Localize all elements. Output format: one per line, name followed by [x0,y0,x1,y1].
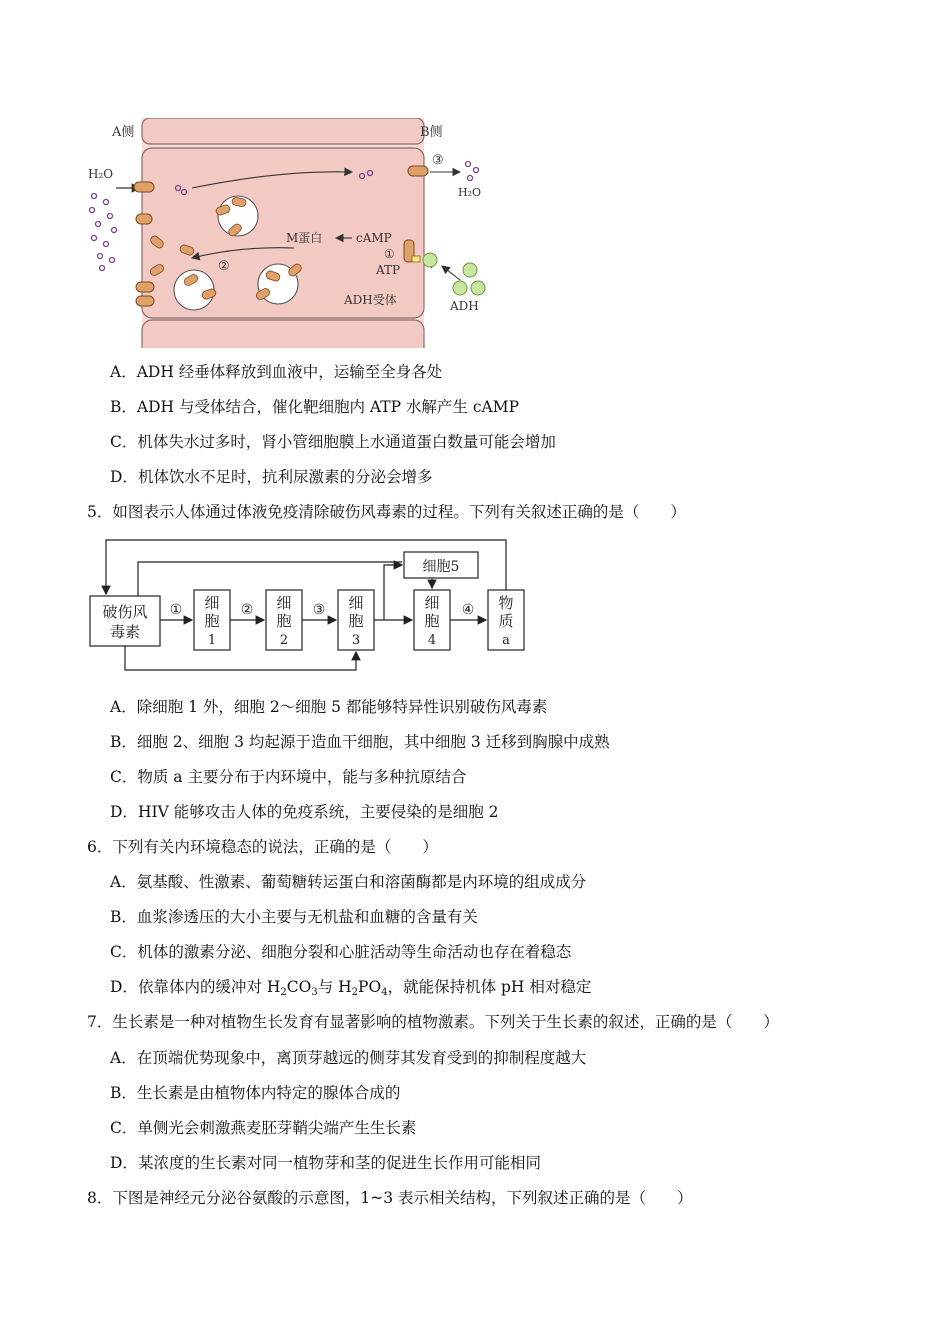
cell3-char2: 胞 [348,612,364,630]
step2: ② [240,602,254,618]
cell4-num: 4 [427,633,437,648]
h2o-right-label: H₂O [458,186,482,199]
adh-water-channel-diagram [80,118,500,348]
cell4-char2: 胞 [424,612,440,630]
cell2-char2: 胞 [276,612,292,630]
q5-option-c: C．物质 a 主要分布于内环境中，能与多种抗原结合 [110,768,467,786]
q5-option-a: A．除细胞 1 外，细胞 2～细胞 5 都能够特异性识别破伤风毒素 [110,698,548,716]
side-b-label: B侧 [420,125,443,140]
cell1-char1: 细 [204,594,220,612]
toxin-label-line2: 毒素 [109,623,141,641]
adh-label: ADH [450,299,479,313]
step1-label: ① [384,247,395,261]
q4-option-d: D．机体饮水不足时，抗利尿激素的分泌会增多 [110,468,433,486]
q4-option-a: A．ADH 经垂体释放到血液中，运输至全身各处 [110,363,443,381]
q7-option-d: D．某浓度的生长素对同一植物芽和茎的促进生长作用可能相同 [110,1154,541,1172]
q5-option-b: B．细胞 2、细胞 3 均起源于造血干细胞，其中细胞 3 迁移到胸腺中成熟 [110,733,610,751]
camp-label: cAMP [356,231,392,245]
adh-receptor-label: ADH受体 [344,293,397,307]
q6-stem: 6．下列有关内环境稳态的说法，正确的是（ ） [87,838,438,856]
m-protein-label: M蛋白 [286,231,323,245]
q4-option-c: C．机体失水过多时，肾小管细胞膜上水通道蛋白数量可能会增加 [110,433,556,451]
cell2-num: 2 [279,633,289,648]
step2-label: ② [218,259,230,274]
step3: ③ [312,602,326,618]
step3-label: ③ [432,153,444,168]
substance-char2: 质 [498,612,514,630]
substance-letter: a [502,633,510,648]
cell5-label: 细胞5 [422,559,460,575]
cell4-char1: 细 [424,594,440,612]
q5-option-d: D．HIV 能够攻击人体的免疫系统，主要侵染的是细胞 2 [110,803,499,821]
q5-stem: 5．如图表示人体通过体液免疫清除破伤风毒素的过程。下列有关叙述正确的是（ ） [87,503,686,521]
atp-label: ATP [376,263,401,277]
cell3-char1: 细 [348,594,364,612]
q6-option-b: B．血浆渗透压的大小主要与无机盐和血糖的含量有关 [110,908,478,926]
q8-stem: 8．下图是神经元分泌谷氨酸的示意图，1~3 表示相关结构，下列叙述正确的是（ ） [87,1189,693,1207]
step1: ① [169,602,183,618]
q6-option-c: C．机体的激素分泌、细胞分裂和心脏活动等生命活动也存在着稳态 [110,943,572,961]
cell1-char2: 胞 [204,612,220,630]
cell1-num: 1 [207,633,217,648]
q7-option-b: B．生长素是由植物体内特定的腺体合成的 [110,1084,401,1102]
q7-option-c: C．单侧光会刺激燕麦胚芽鞘尖端产生生长素 [110,1119,417,1137]
q6-option-a: A．氨基酸、性激素、葡萄糖转运蛋白和溶菌酶都是内环境的组成成分 [110,873,587,891]
lower-cell [142,320,424,348]
receptor-tip [412,256,420,262]
adh-molecules [423,253,485,295]
cell3-num: 3 [351,633,361,648]
upper-cell [142,118,424,144]
q6-option-d: D．依靠体内的缓冲对 $H_2CO_3$与 $H_2PO_4$，就能保持机体 pH 相对稳定 [110,978,592,998]
cell2-char1: 细 [276,594,292,612]
q4-option-b: B．ADH 与受体结合，催化靶细胞内 ATP 水解产生 cAMP [110,398,520,416]
q7-stem: 7．生长素是一种对植物生长发育有显著影响的植物激素。下列关于生长素的叙述，正确的是（ ） [87,1013,779,1031]
step4: ④ [461,602,475,618]
substance-char1: 物 [498,594,514,612]
q7-option-a: A．在顶端优势现象中，离顶芽越远的侧芽其发育受到的抑制程度越大 [110,1049,587,1067]
toxin-label-line1: 破伤风 [102,603,148,621]
humoral-immunity-diagram [86,536,536,680]
side-a-label: A侧 [112,125,135,140]
h2o-left-label: H₂O [88,167,114,181]
